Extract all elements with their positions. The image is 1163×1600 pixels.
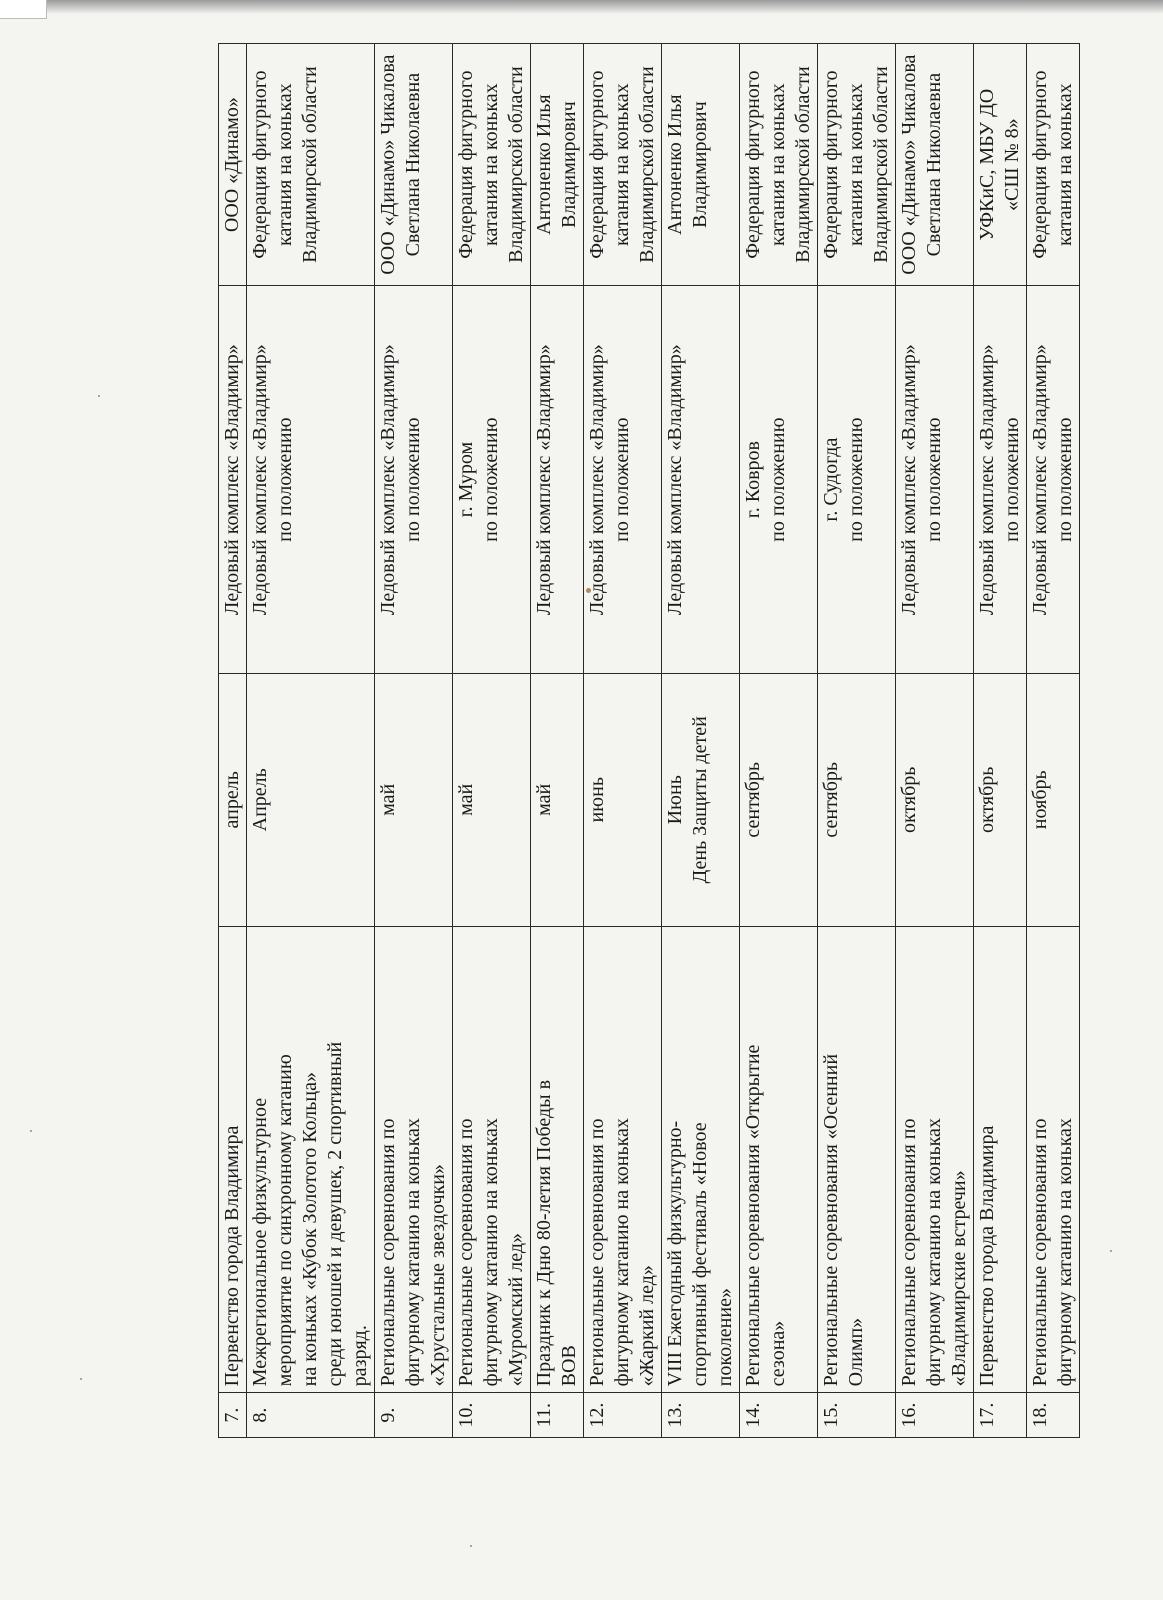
- venue-cell: [662, 286, 740, 674]
- scan-speck: [470, 1545, 472, 1547]
- organizer-cell-line: Владимирской области: [505, 66, 527, 263]
- organizer-cell: [531, 44, 584, 286]
- organizer-cell-line: ООО «Динамо»: [221, 97, 243, 233]
- organizer-cell-line: катания на коньках: [611, 83, 633, 246]
- venue-cell-line: Ледовый комплекс «Владимир»: [377, 344, 399, 616]
- scan-speck: [80, 1378, 82, 1380]
- event-name-cell: [219, 926, 247, 1393]
- date-cell-line: октябрь: [898, 766, 920, 833]
- date-cell: [1027, 673, 1080, 926]
- event-name-cell-line: Первенство города Владимира: [976, 1125, 998, 1387]
- event-name-cell-line: фигурному катанию на коньках: [611, 1118, 633, 1387]
- event-name-cell: [375, 926, 453, 1393]
- venue-cell-line: по положению: [480, 417, 502, 542]
- venue-cell: [584, 286, 662, 674]
- row-number: 10.: [453, 1393, 531, 1438]
- venue-cell: [896, 286, 974, 674]
- organizer-cell-line: Владимирской области: [870, 66, 892, 263]
- event-name-cell-line: Межрегиональное физкультурное: [249, 1097, 271, 1387]
- table-row: [662, 44, 740, 1438]
- date-cell-line: сентябрь: [820, 761, 842, 838]
- venue-cell-line: Ледовый комплекс «Владимир»: [1029, 344, 1051, 616]
- venue-cell-line: по положению: [1001, 417, 1023, 542]
- organizer-cell-line: Владимирович: [558, 101, 580, 228]
- event-name-cell-line: спортивный фестиваль «Новое: [689, 1122, 711, 1387]
- venue-cell: [247, 286, 375, 674]
- row-number: 9.: [375, 1393, 453, 1438]
- venue-cell-line: по положению: [923, 417, 945, 542]
- organizer-cell-line: катания на коньках: [767, 83, 789, 246]
- organizer-cell: [896, 44, 974, 286]
- organizer-cell-line: Федерация фигурного: [249, 70, 271, 259]
- event-name-cell-line: фигурному катанию на коньках: [402, 1118, 424, 1387]
- date-cell-line: ноябрь: [1029, 770, 1051, 830]
- organizer-cell-line: «СШ № 8»: [1001, 118, 1023, 211]
- row-number: 17.: [974, 1393, 1027, 1438]
- table-row: [453, 44, 531, 1438]
- scanner-corner: [0, 0, 47, 19]
- event-name-cell-line: «Владимирские встречи»: [948, 1170, 970, 1387]
- row-number: 11.: [531, 1393, 584, 1438]
- date-cell-line: октябрь: [976, 766, 998, 833]
- venue-cell-line: Ледовый комплекс «Владимир»: [664, 344, 686, 616]
- venue-cell: [531, 286, 584, 674]
- organizer-cell: [584, 44, 662, 286]
- organizer-cell-line: катания на коньках: [274, 83, 296, 246]
- organizer-cell: [1027, 44, 1080, 286]
- event-name-cell: [531, 926, 584, 1393]
- event-name-cell-line: «Хрустальные звездочки»: [427, 1164, 449, 1387]
- date-cell: [219, 673, 247, 926]
- venue-cell-line: Ледовый комплекс «Владимир»: [249, 344, 271, 616]
- scan-speck: [30, 1130, 32, 1132]
- venue-cell-line: г. Муром: [455, 441, 477, 518]
- event-name-cell: [818, 926, 896, 1393]
- venue-cell-line: г. Судогда: [820, 437, 842, 522]
- date-cell-line: Апрель: [249, 768, 271, 832]
- event-name-cell-line: Региональные соревнования по: [898, 1118, 920, 1387]
- venue-cell-line: по положению: [274, 417, 296, 542]
- table-row: [247, 44, 375, 1438]
- event-name-cell-line: Праздник к Дню 80-летия Победы в: [533, 1079, 555, 1387]
- scan-speck: [98, 395, 100, 397]
- event-name-cell-line: фигурному катанию на коньках: [923, 1118, 945, 1387]
- venue-cell-line: по положению: [845, 417, 867, 542]
- event-name-cell-line: среди юношей и девушек, 2 спортивный: [324, 1041, 346, 1387]
- venue-cell-line: по положению: [767, 417, 789, 542]
- date-cell: [818, 673, 896, 926]
- date-cell: [584, 673, 662, 926]
- organizer-cell: [818, 44, 896, 286]
- organizer-cell-line: Светлана Николаевна: [923, 72, 945, 257]
- organizer-cell-line: Федерация фигурного: [1029, 70, 1051, 259]
- row-number: 14.: [740, 1393, 818, 1438]
- event-name-cell-line: разряд.: [349, 1325, 371, 1387]
- organizer-cell-line: Светлана Николаевна: [402, 72, 424, 257]
- date-cell-line: День Защиты детей: [689, 716, 711, 884]
- organizer-cell-line: Владимирской области: [299, 66, 321, 263]
- organizer-cell-line: Федерация фигурного: [586, 70, 608, 259]
- organizer-cell-line: катания на коньках: [480, 83, 502, 246]
- event-name-cell-line: Региональные соревнования по: [377, 1118, 399, 1387]
- organizer-cell: [740, 44, 818, 286]
- event-name-cell: [896, 926, 974, 1393]
- events-schedule-table: [218, 43, 1080, 1438]
- organizer-cell: [375, 44, 453, 286]
- table-row: [531, 44, 584, 1438]
- organizer-cell-line: Владимирович: [689, 101, 711, 228]
- date-cell: [896, 673, 974, 926]
- row-number: 12.: [584, 1393, 662, 1438]
- organizer-cell-line: Федерация фигурного: [455, 70, 477, 259]
- scanner-top-edge: [0, 0, 1163, 14]
- organizer-cell-line: катания на коньках: [1054, 83, 1076, 246]
- venue-cell-line: по положению: [1054, 417, 1076, 542]
- venue-cell-line: по положению: [611, 417, 633, 542]
- venue-cell: [453, 286, 531, 674]
- venue-cell: [740, 286, 818, 674]
- event-name-cell-line: Региональные соревнования «Осенний: [820, 1053, 842, 1387]
- event-name-cell: [740, 926, 818, 1393]
- event-name-cell-line: Олимп»: [845, 1317, 867, 1387]
- event-name-cell: [1027, 926, 1080, 1393]
- venue-cell: [219, 286, 247, 674]
- date-cell-line: май: [455, 783, 477, 816]
- venue-cell-line: Ледовый комплекс «Владимир»: [898, 344, 920, 616]
- date-cell-line: Июнь: [664, 775, 686, 825]
- venue-cell-line: Ледовый комплекс «Владимир»: [586, 344, 608, 616]
- event-name-cell-line: Региональные соревнования по: [586, 1118, 608, 1387]
- organizer-cell-line: Владимирской области: [636, 66, 658, 263]
- date-cell-line: сентябрь: [742, 761, 764, 838]
- organizer-cell: [219, 44, 247, 286]
- date-cell: [247, 673, 375, 926]
- venue-cell-line: Ледовый комплекс «Владимир»: [533, 344, 555, 616]
- event-name-cell-line: «Муромский лед»: [505, 1232, 527, 1387]
- organizer-cell-line: катания на коньках: [845, 83, 867, 246]
- venue-cell: [974, 286, 1027, 674]
- event-name-cell-line: ВОВ: [558, 1345, 580, 1387]
- organizer-cell-line: Владимирской области: [792, 66, 814, 263]
- row-number: 8.: [247, 1393, 375, 1438]
- date-cell: [375, 673, 453, 926]
- row-number: 7.: [219, 1393, 247, 1438]
- event-name-cell-line: Региональные соревнования по: [455, 1118, 477, 1387]
- event-name-cell-line: фигурному катанию на коньках: [480, 1118, 502, 1387]
- organizer-cell: [247, 44, 375, 286]
- event-name-cell: [584, 926, 662, 1393]
- table-row: [896, 44, 974, 1438]
- event-name-cell: [974, 926, 1027, 1393]
- event-name-cell-line: Региональные соревнования по: [1029, 1118, 1051, 1387]
- event-name-cell: [453, 926, 531, 1393]
- venue-cell: [818, 286, 896, 674]
- event-name-cell-line: Первенство города Владимира: [221, 1125, 243, 1387]
- date-cell-line: май: [533, 783, 555, 816]
- date-cell-line: июнь: [586, 777, 608, 823]
- scan-speck: [1110, 1250, 1112, 1252]
- table-row: [974, 44, 1027, 1438]
- organizer-cell: [662, 44, 740, 286]
- event-name-cell-line: мероприятие по синхронному катанию: [274, 1054, 296, 1387]
- date-cell-line: апрель: [221, 771, 243, 829]
- date-cell: [740, 673, 818, 926]
- event-name-cell-line: поколение»: [714, 1288, 736, 1387]
- date-cell: [974, 673, 1027, 926]
- organizer-cell: [453, 44, 531, 286]
- venue-cell-line: г. Ковров: [742, 441, 764, 519]
- venue-cell-line: Ледовый комплекс «Владимир»: [976, 344, 998, 616]
- table-row: [219, 44, 247, 1438]
- row-number: 18.: [1027, 1393, 1080, 1438]
- event-name-cell: [247, 926, 375, 1393]
- date-cell: [453, 673, 531, 926]
- row-number: 15.: [818, 1393, 896, 1438]
- organizer-cell-line: ООО «Динамо» Чикалова: [377, 54, 399, 275]
- event-name-cell: [662, 926, 740, 1393]
- venue-cell: [375, 286, 453, 674]
- schedule-table-body: [219, 44, 1080, 1438]
- event-name-cell-line: Региональные соревнования «Открытие: [742, 1044, 764, 1387]
- date-cell: [531, 673, 584, 926]
- table-row: [818, 44, 896, 1438]
- venue-cell-line: Ледовый комплекс «Владимир»: [221, 344, 243, 616]
- venue-cell: [1027, 286, 1080, 674]
- organizer-cell-line: УФКиС, МБУ ДО: [976, 88, 998, 241]
- venue-cell-line: по положению: [402, 417, 424, 542]
- table-row: [584, 44, 662, 1438]
- date-cell: [662, 673, 740, 926]
- date-cell-line: май: [377, 783, 399, 816]
- organizer-cell-line: Федерация фигурного: [820, 70, 842, 259]
- table-row: [1027, 44, 1080, 1438]
- event-name-cell-line: на коньках «Кубок Золотого Кольца»: [299, 1072, 321, 1387]
- row-number: 13.: [662, 1393, 740, 1438]
- row-number: 16.: [896, 1393, 974, 1438]
- organizer-cell-line: ООО «Динамо» Чикалова: [898, 54, 920, 275]
- event-name-cell-line: сезона»: [767, 1320, 789, 1387]
- table-row: [375, 44, 453, 1438]
- organizer-cell: [974, 44, 1027, 286]
- organizer-cell-line: Антоненко Илья: [664, 94, 686, 235]
- event-name-cell-line: фигурному катанию на коньках: [1054, 1118, 1076, 1387]
- table-row: [740, 44, 818, 1438]
- organizer-cell-line: Антоненко Илья: [533, 94, 555, 235]
- event-name-cell-line: VIII Ежегодный физкультурно-: [664, 1120, 686, 1387]
- organizer-cell-line: Федерация фигурного: [742, 70, 764, 259]
- event-name-cell-line: «Жаркий лед»: [636, 1265, 658, 1387]
- rotated-document-page: [218, 43, 1088, 1438]
